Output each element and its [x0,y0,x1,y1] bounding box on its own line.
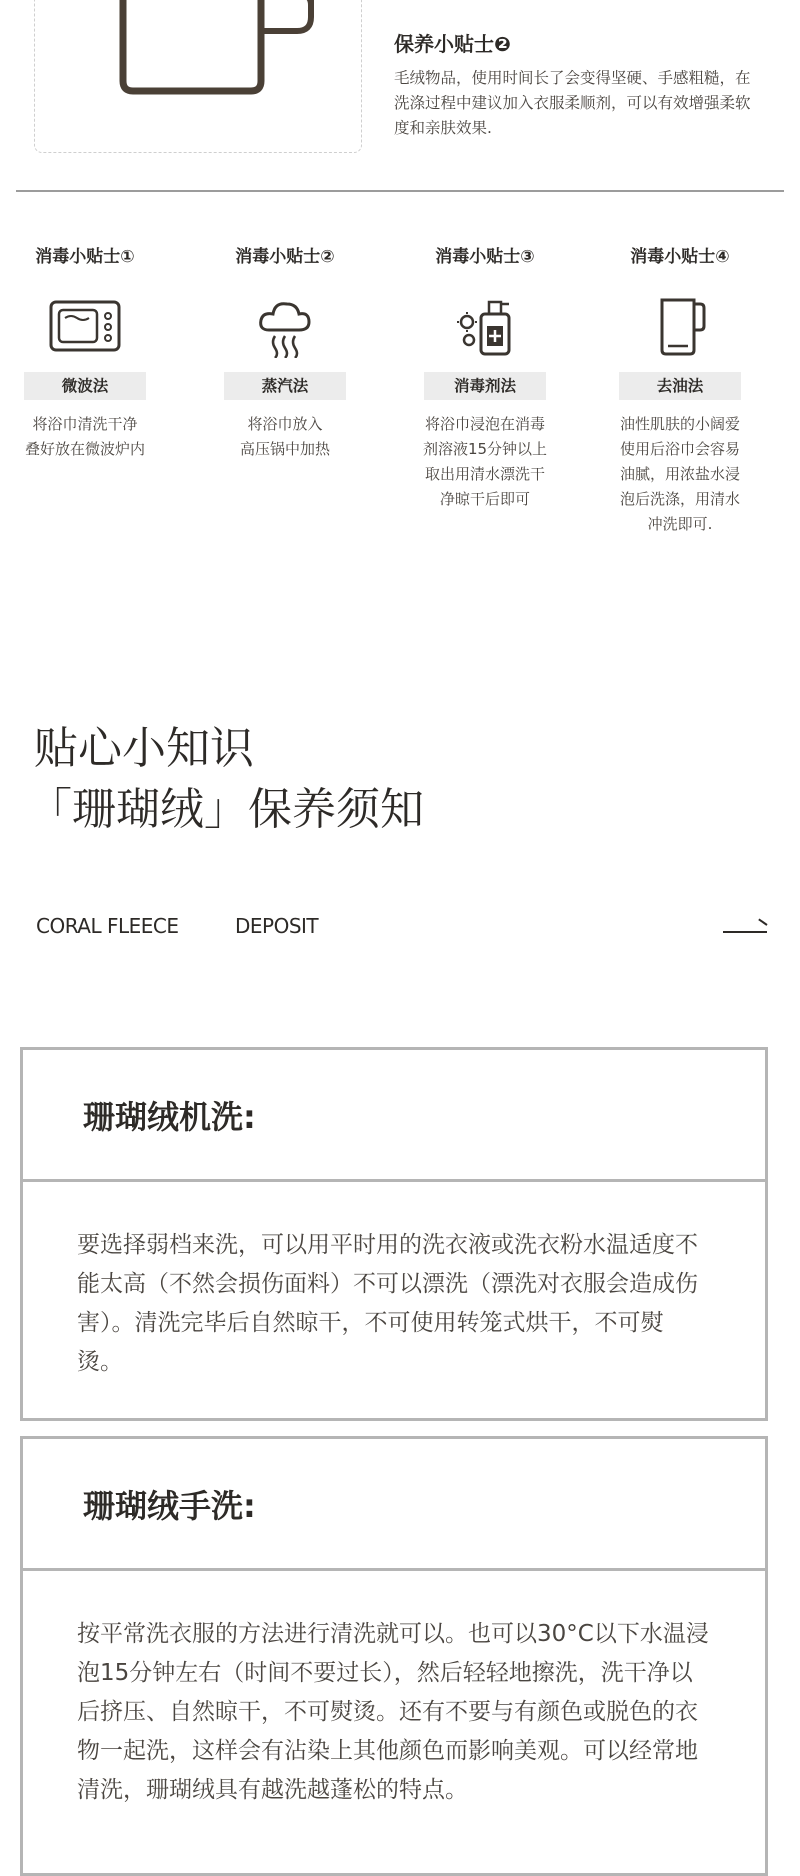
machine-wash-card [20,1047,768,1421]
english-label-right: DEPOSIT [235,914,319,938]
tip-steam [190,242,380,462]
tip-title: 消毒小贴士② [235,247,335,267]
tip-label: 消毒剂法 [424,372,546,400]
arrow-head [758,918,767,925]
microwave-icon [45,294,125,358]
disinfectant-bottle-icon [445,294,525,358]
english-label-left: CORAL FLEECE [36,914,179,938]
care-tip-title: 保养小贴士❷ [394,32,511,56]
product-image-frame [34,0,362,153]
tip-disinfectant [390,242,580,512]
tip-label: 微波法 [24,372,146,400]
hand-wash-card [20,1436,768,1876]
divider [16,190,784,192]
tip-degrease [585,242,775,537]
tip-desc: 将浴巾放入 高压锅中加热 [239,415,330,458]
steam-icon [245,294,325,358]
tip-label: 去油法 [619,372,741,400]
tip-title: 消毒小贴士④ [630,247,730,267]
tip-label: 蒸汽法 [224,372,346,400]
tip-desc: 将浴巾浸泡在消毒 剂溶液15分钟以上 取出用清水漂洗干 净晾干后即可 [422,415,548,508]
card-title: 珊瑚绒机洗: [23,1050,765,1182]
tip-title: 消毒小贴士③ [435,247,535,267]
mug-illustration [91,0,331,101]
mug-icon [640,294,720,358]
arrow-right-icon [723,931,767,933]
card-body: 按平常洗衣服的方法进行清洗就可以。也可以30°C以下水温浸泡15分钟左右（时间不要过长），然后轻轻地擦洗，洗干净以后挤压、自然晾干，不可熨烫。还有不要与有颜色或脱色的衣物一起洗，这样会有沾染上其他颜色而影响美观。可以经常地清洗，珊瑚绒具有越洗越蓬松的特点。 [77,1621,709,1803]
tip-microwave [0,242,180,462]
knowledge-subtitle: 「珊瑚绒」保养须知 [28,784,424,835]
knowledge-title: 贴心小知识 [34,723,254,774]
tip-desc: 油性肌肤的小阔爱 使用后浴巾会容易 油腻，用浓盐水浸 泡后洗涤，用清水 冲洗即可. [619,415,740,533]
care-tip-text: 毛绒物品，使用时间长了会变得坚硬、手感粗糙，在洗涤过程中建议加入衣服柔顺剂，可以有效增强柔软度和亲肤效果. [394,69,751,137]
tip-desc: 将浴巾清洗干净 叠好放在微波炉内 [24,415,145,458]
card-body: 要选择弱档来洗，可以用平时用的洗衣液或洗衣粉水温适度不能太高（不然会损伤面料）不可以漂洗（漂洗对衣服会造成伤害）。清洗完毕后自然晾干，不可使用转笼式烘干，不可熨烫。 [77,1232,698,1375]
tip-title: 消毒小贴士① [35,247,135,267]
card-title: 珊瑚绒手洗: [23,1439,765,1571]
